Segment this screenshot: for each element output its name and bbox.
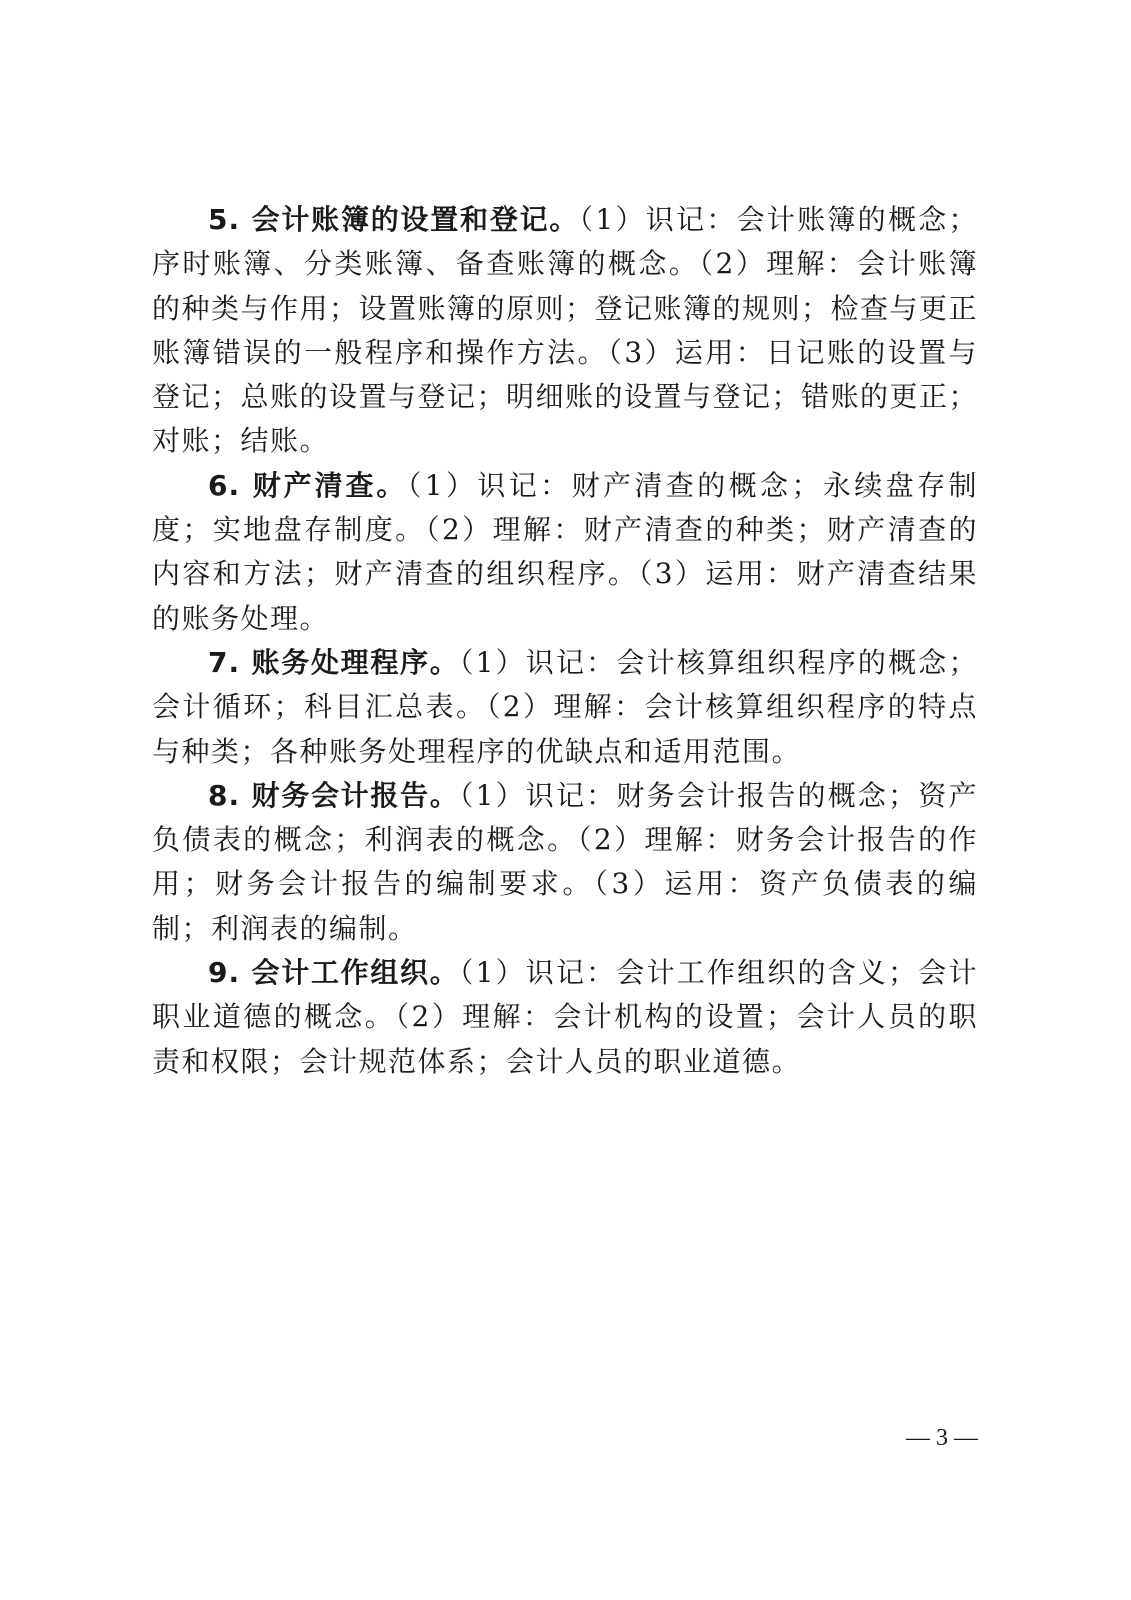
section-7-paragraph [152, 641, 978, 774]
section-9-body: （1）识记：会计工作组织的含义；会计职业道德的概念。（2）理解：会计机构的设置；会计人员的职责和权限；会计规范体系；会计人员的职业道德。 [152, 956, 978, 1078]
section-6-heading: 6. 财产清查。 [208, 468, 408, 502]
section-5-paragraph [152, 198, 978, 464]
section-9-heading: 9. 会计工作组织。 [208, 956, 460, 990]
section-8-heading: 8. 财务会计报告。 [208, 778, 460, 812]
section-8-body: （1）识记：财务会计报告的概念；资产负债表的概念；利润表的概念。（2）理解：财务会计报告的作用；财务会计报告的编制要求。（3）运用：资产负债表的编制；利润表的编制。 [152, 778, 978, 945]
section-7-heading: 7. 账务处理程序。 [208, 645, 460, 679]
section-9-paragraph [152, 951, 978, 1084]
section-5-heading: 5. 会计账簿的设置和登记。 [208, 203, 580, 236]
document-body [152, 198, 978, 1084]
section-8-paragraph [152, 774, 978, 951]
section-5-body: （1）识记：会计账簿的概念；序时账簿、分类账簿、备查账簿的概念。（2）理解：会计账簿的种类与作用；设置账簿的原则；登记账簿的规则；检查与更正账簿错误的一般程序和操作方法。（3）运用：日记账的设置与登记；总账的设置与登记；明细账的设置与登记；错账的更正；对账；结账。 [152, 203, 979, 458]
page-number: — 3 — [906, 1425, 978, 1451]
section-7-body: （1）识记：会计核算组织程序的概念；会计循环；科目汇总表。（2）理解：会计核算组织程序的特点与种类；各种账务处理程序的优缺点和适用范围。 [152, 645, 978, 768]
section-6-body: （1）识记：财产清查的概念；永续盘存制度；实地盘存制度。（2）理解：财产清查的种类；财产清查的内容和方法；财产清查的组织程序。（3）运用：财产清查结果的账务处理。 [152, 468, 978, 635]
section-6-paragraph [152, 464, 978, 641]
